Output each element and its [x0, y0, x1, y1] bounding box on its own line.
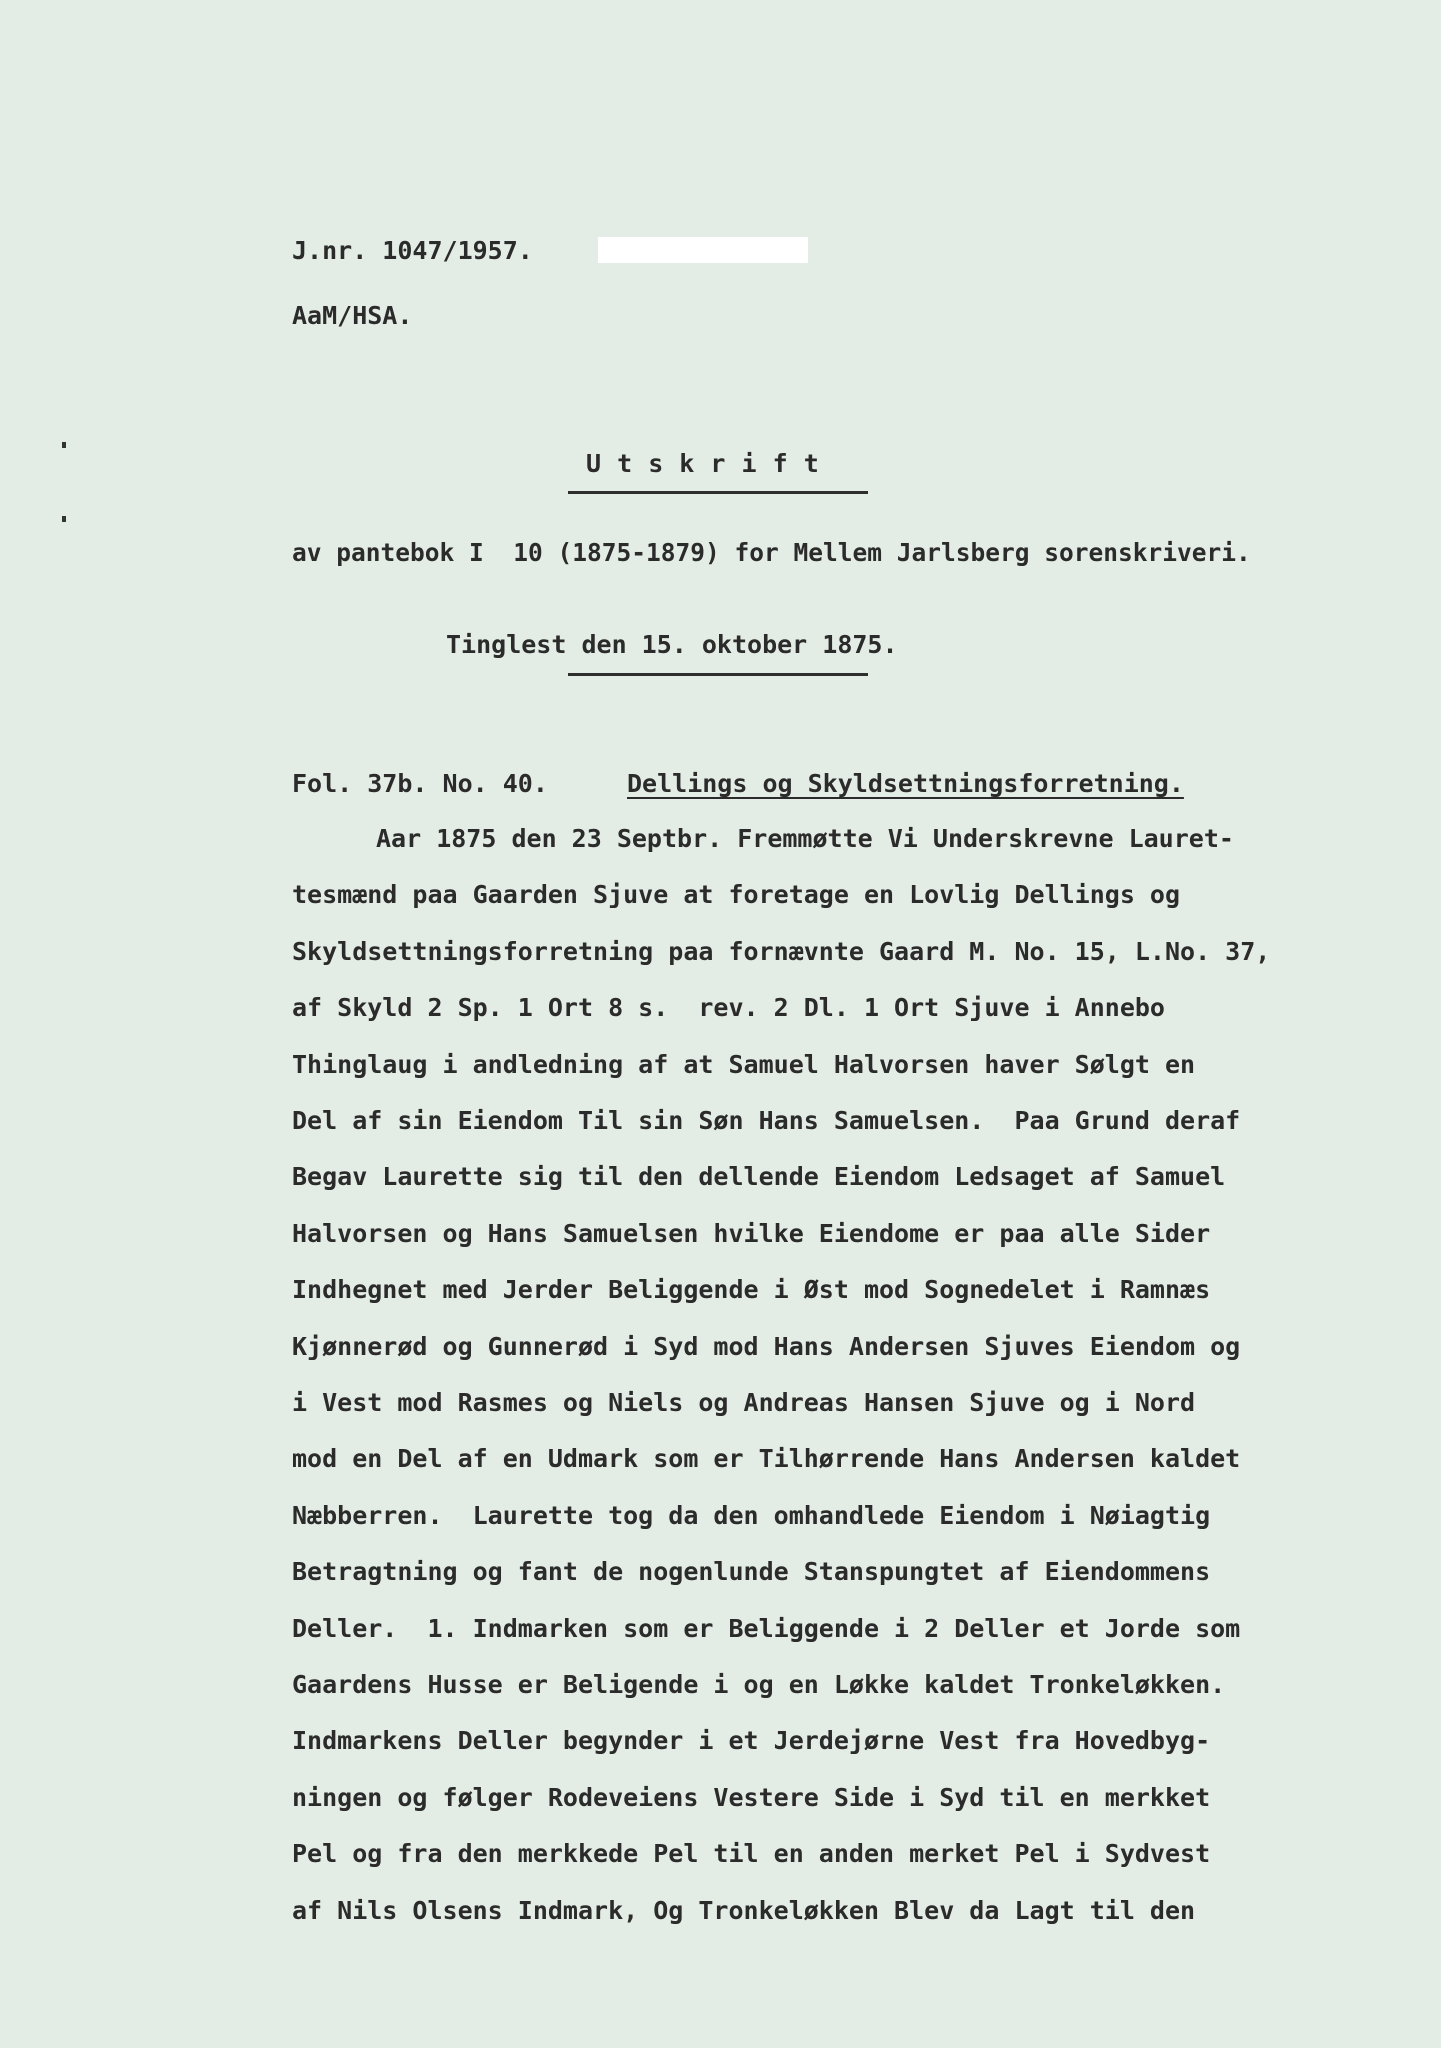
body-line: Gaardens Husse er Beligende i og en Løkke kaldet Tronkeløkken.	[292, 1670, 1226, 1699]
body-line: Begav Laurette sig til den dellende Eiendom Ledsaget af Samuel	[292, 1162, 1226, 1192]
margin-mark	[62, 516, 66, 522]
redaction-box	[598, 237, 808, 263]
body-line: Indmarkens Deller begynder i et Jerdejørne Vest fra Hovedbyg-	[292, 1726, 1211, 1756]
body-line: i Vest mod Rasmes og Niels og Andreas Hansen Sjuve og i Nord	[292, 1388, 1196, 1417]
body-line: Halvorsen og Hans Samuelsen hvilke Eiendome er paa alle Sider	[292, 1218, 1211, 1248]
body-line: Pel og fra den merkkede Pel til en anden merket Pel i Sydvest	[292, 1839, 1211, 1869]
body-line: Thinglaug i andledning af at Samuel Halvorsen haver Sølgt en	[292, 1049, 1196, 1079]
subtitle-line-1: av pantebok I 10 (1875-1879) for Mellem Jarlsberg sorenskriveri.	[292, 538, 1251, 567]
section-divider	[568, 673, 868, 676]
body-line: af Nils Olsens Indmark, Og Tronkeløkken Blev da Lagt til den	[292, 1895, 1196, 1925]
initials: AaM/HSA.	[292, 301, 413, 330]
body-line: Deller. 1. Indmarken som er Beliggende i 2 Deller et Jorde som	[292, 1613, 1241, 1643]
title-underline	[568, 491, 868, 494]
document-title: U t s k r i f t	[586, 449, 820, 478]
folio-reference: Fol. 37b. No. 40.	[292, 769, 548, 798]
body-line: Næbberren. Laurette tog da den omhandlede Eiendom i Nøiagtig	[292, 1500, 1211, 1530]
body-line: Indhegnet med Jerder Beliggende i Øst mod Sognedelet i Ramnæs	[292, 1275, 1211, 1305]
body-line: af Skyld 2 Sp. 1 Ort 8 s. rev. 2 Dl. 1 Ort Sjuve i Annebo	[292, 993, 1165, 1023]
margin-mark	[62, 442, 66, 448]
subtitle-line-2: Tinglest den 15. oktober 1875.	[446, 630, 898, 659]
body-line: mod en Del af en Udmark som er Tilhørrende Hans Andersen kaldet	[292, 1444, 1241, 1474]
body-line: Aar 1875 den 23 Septbr. Fremmøtte Vi Underskrevne Lauret-	[376, 824, 1234, 853]
body-line: Betragtning og fant de nogenlunde Stanspungtet af Eiendommens	[292, 1557, 1211, 1587]
body-line: Skyldsettningsforretning paa fornævnte Gaard M. No. 15, L.No. 37,	[292, 936, 1271, 966]
journal-number: J.nr. 1047/1957.	[292, 236, 533, 265]
body-line: ningen og følger Rodeveiens Vestere Side i Syd til en merkket	[292, 1782, 1211, 1812]
body-line: Del af sin Eiendom Til sin Søn Hans Samuelsen. Paa Grund deraf	[292, 1106, 1241, 1135]
entry-heading: Dellings og Skyldsettningsforretning.	[627, 769, 1184, 798]
body-line: Kjønnerød og Gunnerød i Syd mod Hans Andersen Sjuves Eiendom og	[292, 1331, 1241, 1361]
body-line: tesmænd paa Gaarden Sjuve at foretage en Lovlig Dellings og	[292, 880, 1181, 910]
